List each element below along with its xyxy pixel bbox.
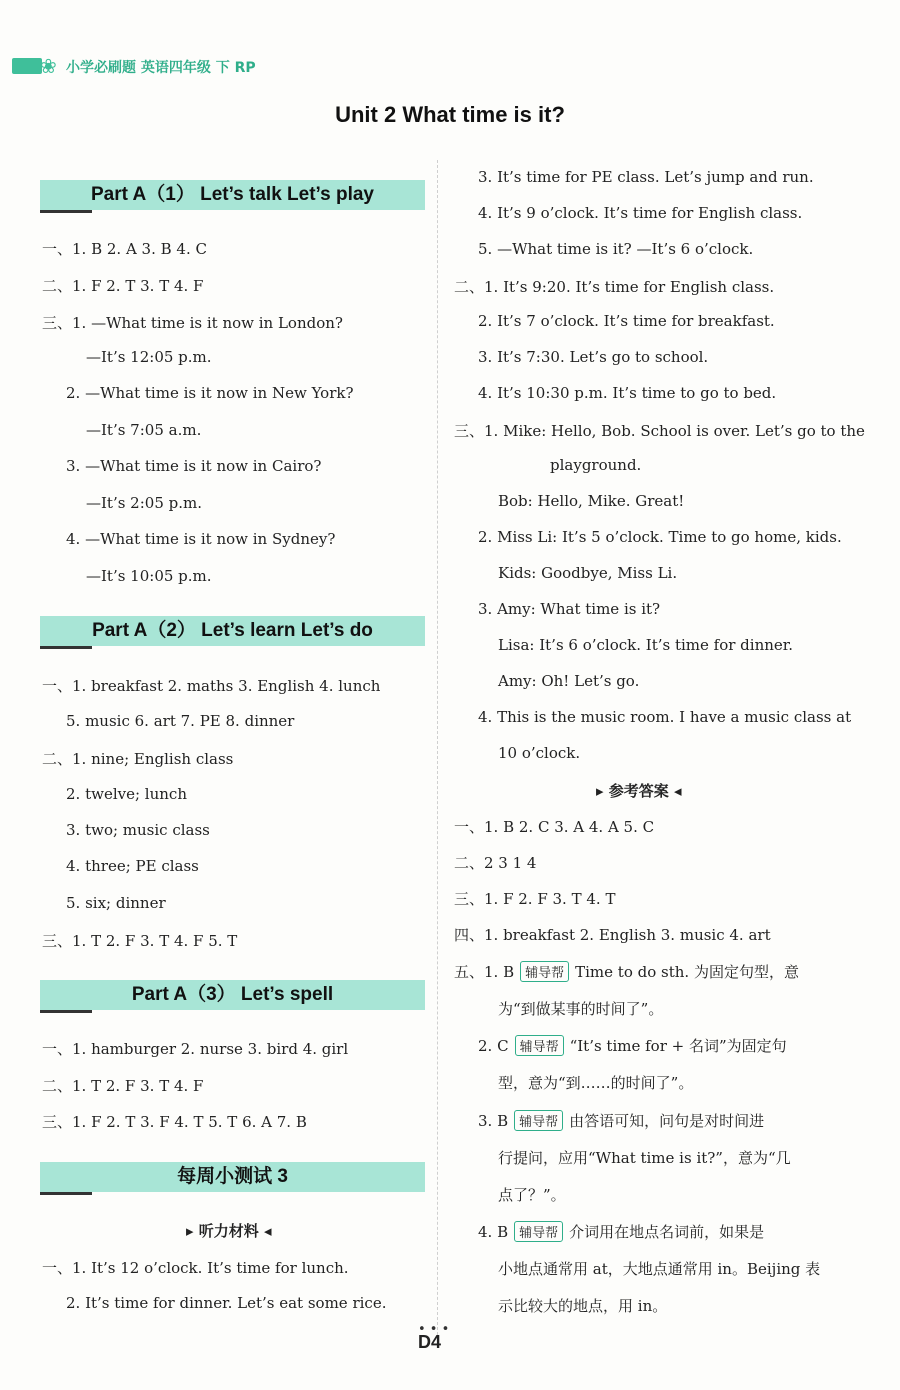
- header-title: 小学必刷题 英语四年级 下 RP: [66, 60, 256, 76]
- answer-line: 2. Miss Li: It’s 5 o’clock. Time to go home, kids.: [478, 528, 842, 546]
- reference-answer-title: ▸ 参考答案 ◂: [596, 782, 682, 800]
- answer-line: 2. —What time is it now in New York?: [66, 384, 354, 402]
- answer-line: 4. —What time is it now in Sydney?: [66, 530, 336, 548]
- note-text: 行提问，应用“What time is it?”，意为“几: [498, 1149, 791, 1167]
- tutor-tag: 辅导帮: [514, 1221, 563, 1242]
- answer-line: playground.: [550, 456, 642, 474]
- answer-line: 二、1. It’s 9:20. It’s time for English class.: [454, 278, 775, 296]
- answer-line: 一、1. B 2. A 3. B 4. C: [42, 240, 207, 258]
- tutor-tag: 辅导帮: [520, 961, 569, 982]
- answer-line: —It’s 10:05 p.m.: [86, 567, 212, 585]
- page-number: D4: [418, 1332, 442, 1352]
- note-text: 由答语可知，问句是对时间进: [569, 1112, 765, 1130]
- footer-paw-icon: • • •: [418, 1322, 450, 1337]
- answer-line: 4. This is the music room. I have a music class at: [478, 708, 852, 726]
- answer-line: 3. —What time is it now in Cairo?: [66, 457, 322, 475]
- answer-line: 2. It’s 7 o’clock. It’s time for breakfast.: [478, 312, 775, 330]
- answer-line: —It’s 7:05 a.m.: [86, 421, 202, 439]
- answer-line: 一、1. hamburger 2. nurse 3. bird 4. girl: [42, 1040, 349, 1058]
- answer-line: 一、1. B 2. C 3. A 4. A 5. C: [454, 818, 655, 836]
- answer-line: Bob: Hello, Mike. Great!: [498, 492, 685, 510]
- section-banner-part-a1: Part A（1） Let’s talk Let’s play: [40, 180, 425, 210]
- paw-icon: ❀: [40, 54, 57, 78]
- answer-line: 2. twelve; lunch: [66, 785, 187, 803]
- note-number: 五、1. B: [454, 963, 515, 981]
- answer-line: 一、1. breakfast 2. maths 3. English 4. lunch: [42, 677, 381, 695]
- note-text: 点了？”。: [498, 1186, 566, 1204]
- answer-line: 四、1. breakfast 2. English 3. music 4. art: [454, 926, 771, 944]
- note-text: 小地点通常用 at，大地点通常用 in。Beijing 表: [498, 1260, 821, 1278]
- answer-line: 一、1. It’s 12 o’clock. It’s time for lunch.: [42, 1259, 349, 1277]
- section-banner-part-a3: Part A（3） Let’s spell: [40, 980, 425, 1010]
- answer-line: 5. —What time is it? —It’s 6 o’clock.: [478, 240, 754, 258]
- answer-line: 二、1. T 2. F 3. T 4. F: [42, 1077, 204, 1095]
- answer-line: Lisa: It’s 6 o’clock. It’s time for dinner.: [498, 636, 794, 654]
- answer-line: 二、2 3 1 4: [454, 854, 537, 872]
- section-banner-weekly-test: 每周小测试 3: [40, 1162, 425, 1192]
- note-number: 4. B: [478, 1223, 509, 1241]
- header-accent-bar: [12, 58, 42, 74]
- answer-line: 三、1. Mike: Hello, Bob. School is over. Let’s go to the: [454, 422, 865, 440]
- answer-line: 三、1. F 2. F 3. T 4. T: [454, 890, 616, 908]
- note-text: 示比较大的地点，用 in。: [498, 1297, 668, 1315]
- answer-line: 2. It’s time for dinner. Let’s eat some rice.: [66, 1294, 387, 1312]
- answer-line: 5. music 6. art 7. PE 8. dinner: [66, 712, 295, 730]
- column-divider: [437, 160, 438, 1340]
- answer-line: —It’s 12:05 p.m.: [86, 348, 212, 366]
- note-text: “It’s time for + 名词”为固定句: [569, 1037, 787, 1055]
- answer-line: 三、1. T 2. F 3. T 4. F 5. T: [42, 932, 238, 950]
- note-item: [478, 1221, 764, 1242]
- note-text: 为“到做某事的时间了”。: [498, 1000, 664, 1018]
- note-text: 介词用在地点名词前，如果是: [569, 1223, 765, 1241]
- answer-line: —It’s 2:05 p.m.: [86, 494, 203, 512]
- note-number: 2. C: [478, 1037, 509, 1055]
- note-text: Time to do sth. 为固定句型，意: [575, 963, 799, 981]
- note-item: [478, 1110, 764, 1131]
- page-title: Unit 2 What time is it?: [335, 102, 565, 127]
- answer-line: 4. It’s 10:30 p.m. It’s time to go to bed.: [478, 384, 777, 402]
- answer-line: 10 o’clock.: [498, 744, 581, 762]
- answer-line: Kids: Goodbye, Miss Li.: [498, 564, 678, 582]
- answer-line: 3. Amy: What time is it?: [478, 600, 661, 618]
- answer-line: 4. It’s 9 o’clock. It’s time for English class.: [478, 204, 803, 222]
- answer-line: 二、1. nine; English class: [42, 750, 234, 768]
- listening-material-title: ▸ 听力材料 ◂: [186, 1222, 272, 1240]
- answer-line: 4. three; PE class: [66, 857, 199, 875]
- note-item: [478, 1035, 787, 1056]
- answer-line: 二、1. F 2. T 3. T 4. F: [42, 277, 204, 295]
- tutor-tag: 辅导帮: [515, 1035, 564, 1056]
- answer-line: 3. It’s time for PE class. Let’s jump and run.: [478, 168, 814, 186]
- tutor-tag: 辅导帮: [514, 1110, 563, 1131]
- note-item: [454, 961, 799, 982]
- answer-line: 三、1. F 2. T 3. F 4. T 5. T 6. A 7. B: [42, 1113, 307, 1131]
- note-number: 3. B: [478, 1112, 509, 1130]
- answer-line: 3. It’s 7:30. Let’s go to school.: [478, 348, 709, 366]
- answer-line: 三、1. —What time is it now in London?: [42, 314, 343, 332]
- answer-line: Amy: Oh! Let’s go.: [498, 672, 640, 690]
- note-text: 型，意为“到……的时间了”。: [498, 1074, 694, 1092]
- answer-line: 3. two; music class: [66, 821, 210, 839]
- answer-line: 5. six; dinner: [66, 894, 166, 912]
- section-banner-part-a2: Part A（2） Let’s learn Let’s do: [40, 616, 425, 646]
